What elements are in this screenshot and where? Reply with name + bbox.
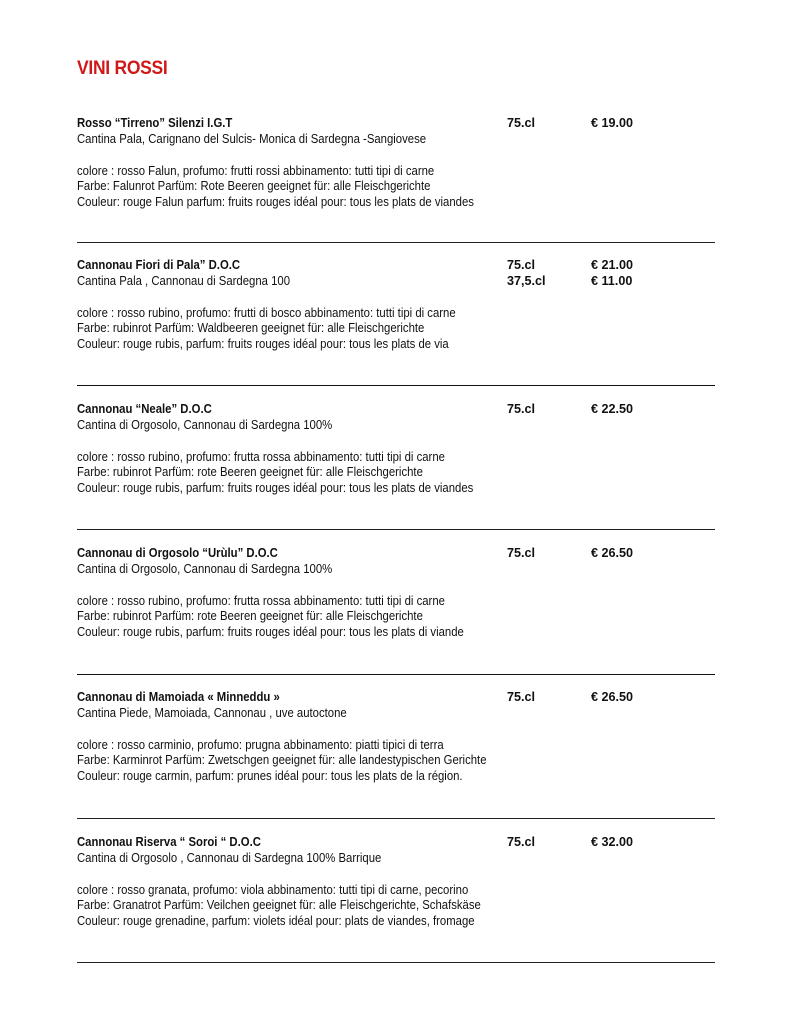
- wine-cantina: Cantina di Orgosolo, Cannonau di Sardegna 100%: [77, 561, 333, 576]
- bottle-size: 75.cl: [507, 546, 536, 560]
- price: € 19.00: [591, 116, 634, 130]
- description-fr: Couleur: rouge rubis, parfum: fruits rouges idéal pour: tous les plats de viandes: [77, 481, 474, 496]
- bottle-sizes: [507, 258, 546, 290]
- divider: [77, 962, 715, 963]
- description-it: colore : rosso carminio, profumo: prugna abbinamento: piatti tipici di terra: [77, 737, 444, 752]
- bottle-sizes: [507, 546, 535, 562]
- description-it: colore : rosso rubino, profumo: frutta rossa abbinamento: tutti tipi di carne: [77, 593, 445, 608]
- bottle-size: 75.cl: [507, 402, 536, 416]
- price: € 21.00: [591, 258, 634, 272]
- wine-description: [77, 594, 651, 641]
- wine-entry: [77, 402, 715, 497]
- prices: [591, 835, 633, 851]
- divider: [77, 674, 715, 675]
- wine-description: [77, 164, 651, 211]
- wine-name: Cannonau di Orgosolo “Urùlu” D.O.C: [77, 546, 278, 560]
- wine-name: Cannonau Fiori di Pala” D.O.C: [77, 258, 241, 272]
- price: € 22.50: [591, 402, 634, 416]
- wine-description: [77, 450, 651, 497]
- wine-cantina: Cantina Piede, Mamoiada, Cannonau , uve autoctone: [77, 705, 347, 720]
- bottle-size: 75.cl: [507, 116, 536, 130]
- description-de: Farbe: rubinrot Parfüm: rote Beeren geeignet für: alle Fleischgerichte: [77, 609, 423, 624]
- bottle-sizes: [507, 690, 535, 706]
- wine-description: [77, 738, 651, 785]
- divider: [77, 818, 715, 819]
- prices: [591, 546, 633, 562]
- divider: [77, 385, 715, 386]
- description-fr: Couleur: rouge rubis, parfum: fruits rouges idéal pour: tous les plats de via: [77, 337, 449, 352]
- wine-cantina: Cantina di Orgosolo, Cannonau di Sardegna 100%: [77, 417, 333, 432]
- bottle-sizes: [507, 402, 535, 418]
- description-de: Farbe: Falunrot Parfüm: Rote Beeren geeignet für: alle Fleischgerichte: [77, 179, 431, 194]
- wine-entry: [77, 546, 715, 641]
- price: € 26.50: [591, 546, 634, 560]
- wine-name: Rosso “Tirreno” Silenzi I.G.T: [77, 116, 233, 130]
- description-fr: Couleur: rouge carmin, parfum: prunes idéal pour: tous les plats de la région.: [77, 769, 463, 784]
- price: € 32.00: [591, 835, 634, 849]
- description-it: colore : rosso granata, profumo: viola abbinamento: tutti tipi di carne, pecorino: [77, 882, 469, 897]
- description-fr: Couleur: rouge grenadine, parfum: violets idéal pour: plats de viandes, fromage: [77, 914, 475, 929]
- description-fr: Couleur: rouge rubis, parfum: fruits rouges idéal pour: tous les plats di viande: [77, 625, 464, 640]
- prices: [591, 402, 633, 418]
- prices: [591, 258, 633, 290]
- bottle-size: 75.cl: [507, 258, 536, 272]
- description-de: Farbe: Granatrot Parfüm: Veilchen geeignet für: alle Fleischgerichte, Schafskäse: [77, 898, 481, 913]
- wine-cantina: Cantina di Orgosolo , Cannonau di Sardegna 100% Barrique: [77, 850, 382, 865]
- wine-description: [77, 883, 651, 930]
- divider: [77, 242, 715, 243]
- wine-entry: [77, 690, 715, 785]
- wine-entry: [77, 116, 715, 211]
- wine-name: Cannonau di Mamoiada « Minneddu »: [77, 690, 280, 704]
- prices: [591, 116, 633, 132]
- bottle-sizes: [507, 835, 535, 851]
- wine-entry: [77, 835, 715, 930]
- wine-cantina: Cantina Pala, Carignano del Sulcis- Monica di Sardegna -Sangiovese: [77, 131, 427, 146]
- description-de: Farbe: Karminrot Parfüm: Zwetschgen geeignet für: alle landestypischen Gerichte: [77, 753, 487, 768]
- description-it: colore : rosso rubino, profumo: frutta rossa abbinamento: tutti tipi di carne: [77, 449, 445, 464]
- price: € 26.50: [591, 690, 634, 704]
- wine-name: Cannonau Riserva “ Soroi “ D.O.C: [77, 835, 261, 849]
- page-title: VINI ROSSI: [77, 58, 168, 79]
- price: € 11.00: [591, 273, 633, 288]
- description-fr: Couleur: rouge Falun parfum: fruits rouges idéal pour: tous les plats de viandes: [77, 195, 474, 210]
- bottle-sizes: [507, 116, 535, 132]
- wine-name: Cannonau “Neale” D.O.C: [77, 402, 212, 416]
- bottle-size: 75.cl: [507, 690, 536, 704]
- bottle-size: 75.cl: [507, 835, 536, 849]
- bottle-size: 37,5.cl: [507, 273, 546, 288]
- description-it: colore : rosso Falun, profumo: frutti rossi abbinamento: tutti tipi di carne: [77, 163, 435, 178]
- wine-description: [77, 306, 651, 353]
- wine-entry: [77, 258, 715, 353]
- prices: [591, 690, 633, 706]
- wine-cantina: Cantina Pala , Cannonau di Sardegna 100: [77, 273, 291, 288]
- description-it: colore : rosso rubino, profumo: frutti di bosco abbinamento: tutti tipi di carne: [77, 305, 456, 320]
- description-de: Farbe: rubinrot Parfüm: rote Beeren geeignet für: alle Fleischgerichte: [77, 465, 423, 480]
- divider: [77, 529, 715, 530]
- description-de: Farbe: rubinrot Parfüm: Waldbeeren geeignet für: alle Fleischgerichte: [77, 321, 425, 336]
